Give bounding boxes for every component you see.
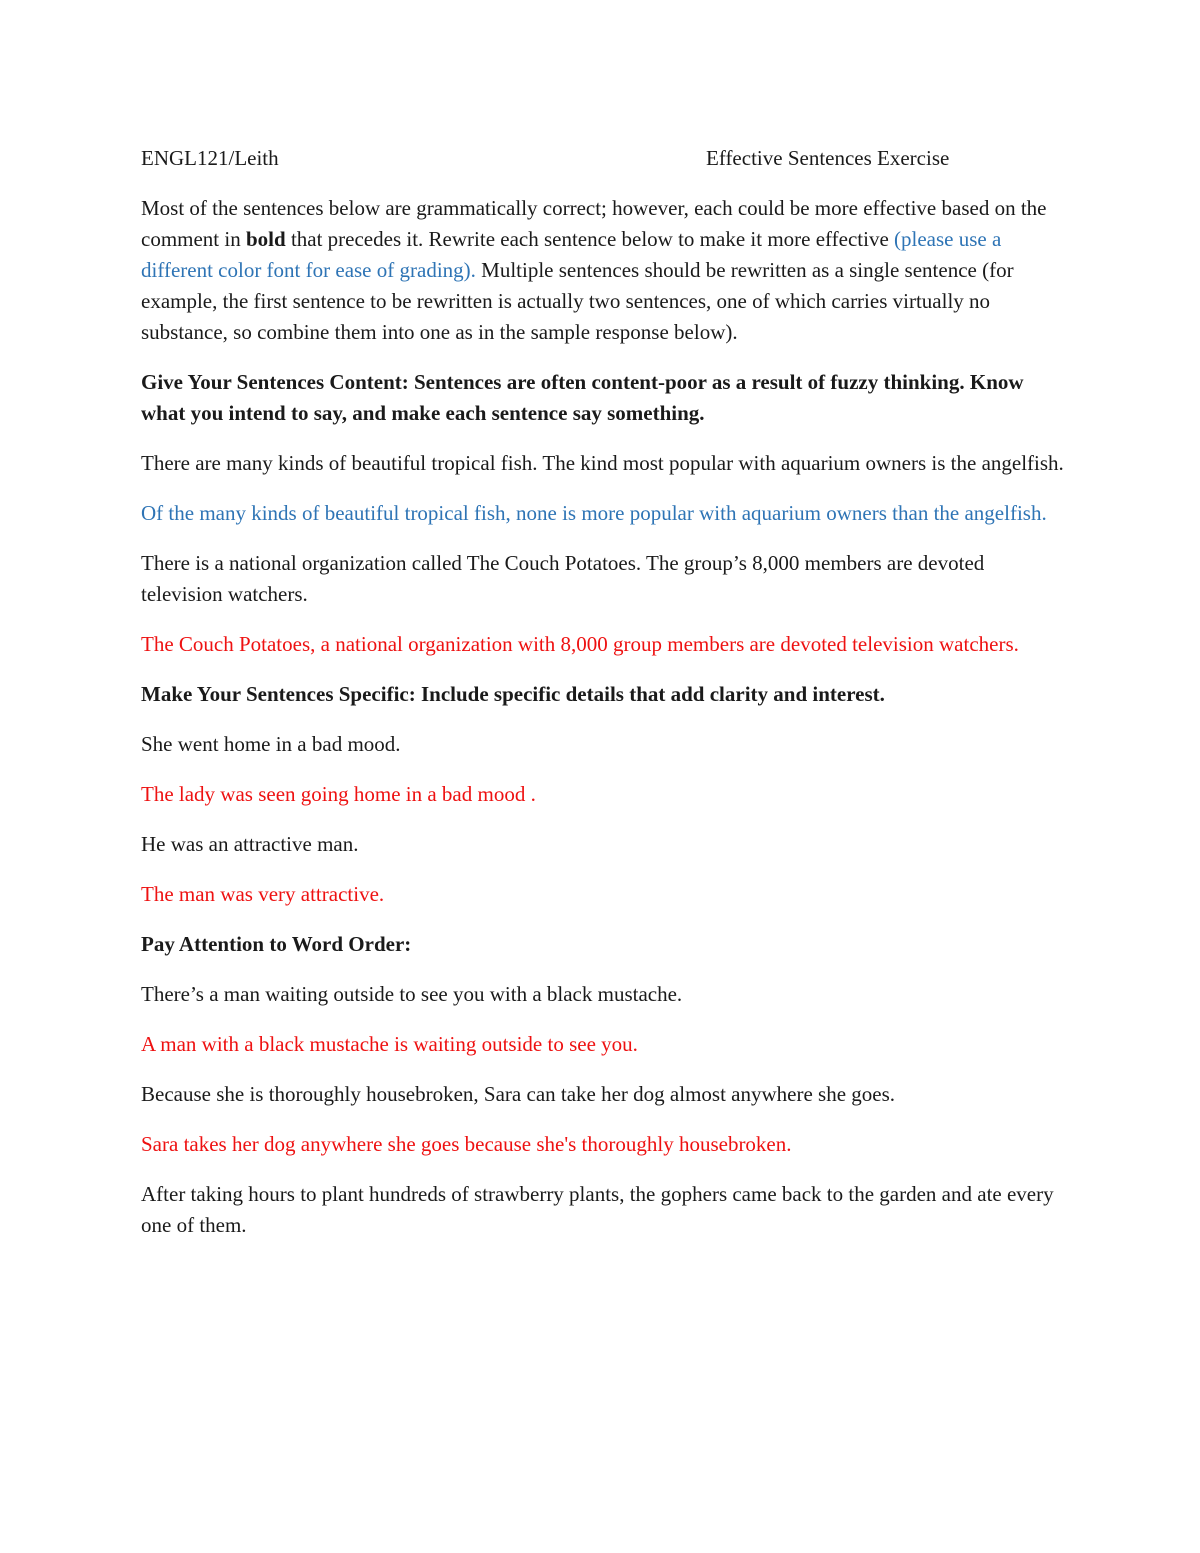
instructions-color-note: (please use a different color font for ease of grading). — [141, 227, 1002, 282]
original-sentence: There are many kinds of beautiful tropical fish. The kind most popular with aquarium owners is the angelfish. — [141, 451, 1064, 475]
student-rewrite: The Couch Potatoes, a national organization with 8,000 group members are devoted television watchers. — [141, 632, 1019, 656]
student-rewrite: Sara takes her dog anywhere she goes because she's thoroughly housebroken. — [141, 1132, 792, 1156]
document-page — [141, 143, 1071, 1260]
original-sentence: There’s a man waiting outside to see you with a black mustache. — [141, 982, 683, 1006]
instructions-paragraph — [141, 193, 1071, 348]
sample-rewrite: Of the many kinds of beautiful tropical fish, none is more popular with aquarium owners than the angelfish. — [141, 501, 1047, 525]
original-sentence: After taking hours to plant hundreds of strawberry plants, the gophers came back to the garden and ate every one of them. — [141, 1182, 1054, 1237]
instructions-text-2: that precedes it. Rewrite each sentence below to make it more effective — [285, 227, 895, 251]
exercise-title: Effective Sentences Exercise — [706, 146, 950, 170]
original-sentence: Because she is thoroughly housebroken, Sara can take her dog almost anywhere she goes. — [141, 1082, 896, 1106]
original-sentence: He was an attractive man. — [141, 832, 359, 856]
original-sentence: There is a national organization called The Couch Potatoes. The group’s 8,000 members are devoted television watchers. — [141, 551, 985, 606]
instructions-text-3: Multiple sentences should be rewritten as a single sentence (for example, the first sentence to be rewritten is actually two sentences, one of which carries virtually no substance, so combine them into one as in the sample response below). — [141, 258, 1014, 344]
student-rewrite: The man was very attractive. — [141, 882, 385, 906]
student-rewrite: A man with a black mustache is waiting outside to see you. — [141, 1032, 638, 1056]
student-rewrite: The lady was seen going home in a bad mood . — [141, 782, 536, 806]
section-heading-specific: Make Your Sentences Specific: Include specific details that add clarity and interest. — [141, 682, 885, 706]
section-heading-word-order: Pay Attention to Word Order: — [141, 932, 412, 956]
instructions-bold-word: bold — [245, 227, 286, 251]
original-sentence: She went home in a bad mood. — [141, 732, 401, 756]
section-heading-content: Give Your Sentences Content: Sentences are often content-poor as a result of fuzzy thinking. Know what you intend to say, and make each sentence say something. — [141, 370, 1024, 425]
document-header — [141, 143, 1071, 174]
instructions-text-1: Most of the sentences below are grammatically correct; however, each could be more effective based on the comment in — [141, 196, 1047, 251]
course-label: ENGL121/Leith — [141, 146, 279, 170]
